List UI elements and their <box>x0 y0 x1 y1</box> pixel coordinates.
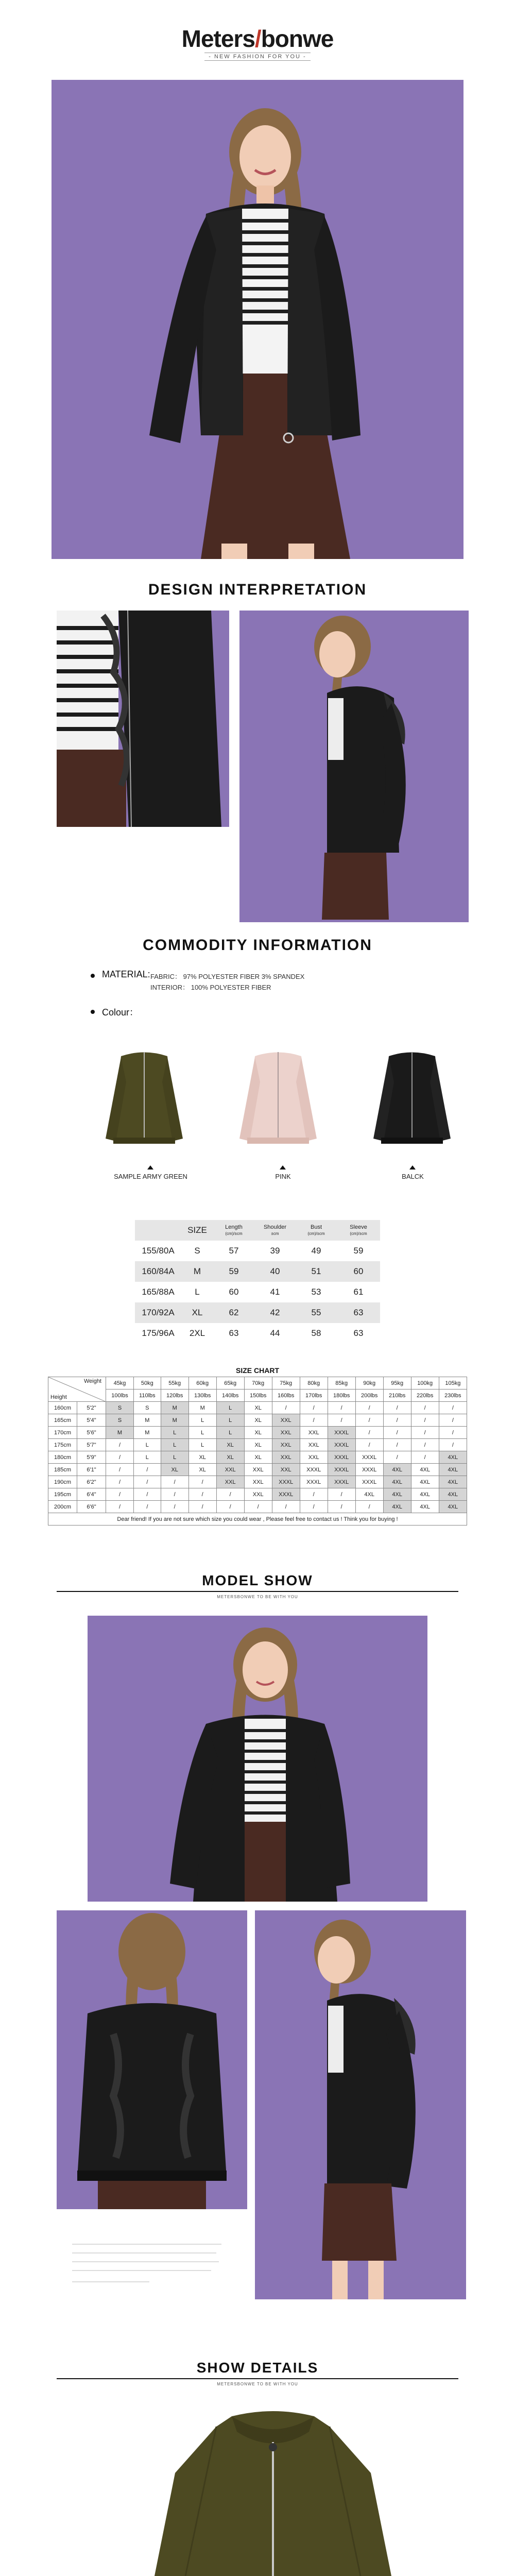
weight-kg-cell: 90kg <box>355 1377 383 1389</box>
material-label: MATERIAL: <box>102 969 150 979</box>
section-title-details: SHOW DETAILS <box>196 2360 319 2376</box>
description-line <box>72 2261 219 2262</box>
size-chart-note-row <box>48 1513 467 1526</box>
colour-swatch-green[interactable] <box>100 1046 188 1154</box>
weight-lbs-cell: 130lbs <box>188 1389 216 1402</box>
bullet-icon <box>91 1010 95 1014</box>
size-cell: / <box>383 1439 411 1451</box>
size-cell: XXL <box>272 1427 300 1439</box>
size-cell: / <box>161 1501 188 1513</box>
size-cell: 4XL <box>439 1464 467 1476</box>
measurement-body <box>135 1241 380 1344</box>
size-chart-row <box>48 1427 467 1439</box>
size-cell: XL <box>161 1464 188 1476</box>
size-cell: / <box>134 1464 161 1476</box>
size-cell: XL <box>244 1427 272 1439</box>
size-cell: / <box>411 1402 439 1414</box>
model-front-2-illustration <box>88 1616 427 1902</box>
weight-lbs-cell: 110lbs <box>134 1389 161 1402</box>
size-chart-corner <box>48 1377 106 1402</box>
brand-tagline: - NEW FASHION FOR YOU - <box>0 54 515 60</box>
size-cell: / <box>300 1501 328 1513</box>
size-cell: S <box>106 1402 134 1414</box>
measurement-cell: 170/92A <box>135 1302 181 1323</box>
size-cell: 4XL <box>383 1464 411 1476</box>
size-cell: XXXL <box>272 1488 300 1501</box>
size-cell: XXL <box>216 1476 244 1488</box>
description-line <box>72 2281 149 2282</box>
height-ft-cell: 6'1" <box>77 1464 106 1476</box>
size-cell: / <box>355 1402 383 1414</box>
measurement-row <box>135 1282 380 1302</box>
size-cell: / <box>328 1402 355 1414</box>
weight-kg-cell: 45kg <box>106 1377 134 1389</box>
height-ft-cell: 5'2" <box>77 1402 106 1414</box>
size-cell: / <box>411 1439 439 1451</box>
size-cell: XL <box>244 1451 272 1464</box>
size-cell: XXL <box>244 1488 272 1501</box>
size-cell: / <box>439 1414 467 1427</box>
size-cell: / <box>188 1488 216 1501</box>
size-chart-row <box>48 1501 467 1513</box>
measurement-cell: 58 <box>311 1328 321 1338</box>
size-chart-note: Dear friend! If you are not sure which size you could wear , Please feel free to contact us ! Think you for buying ! <box>48 1513 467 1526</box>
colour-name-black: BALCK <box>402 1173 424 1180</box>
measurement-table <box>135 1220 380 1344</box>
size-cell: XL <box>216 1451 244 1464</box>
height-cm-cell: 180cm <box>48 1451 77 1464</box>
section-title-commodity: COMMODITY INFORMATION <box>143 937 372 954</box>
size-cell: XXXL <box>355 1476 383 1488</box>
size-cell: / <box>439 1427 467 1439</box>
size-cell: / <box>300 1414 328 1427</box>
size-cell: / <box>161 1476 188 1488</box>
colour-label: Colour： <box>102 1007 139 1018</box>
model-photo-side <box>255 1910 466 2299</box>
size-cell: / <box>355 1427 383 1439</box>
measurement-cell: 41 <box>270 1287 280 1297</box>
measurement-cell: 57 <box>229 1246 239 1256</box>
size-cell: L <box>216 1414 244 1427</box>
size-cell: XXXL <box>300 1464 328 1476</box>
height-cm-cell: 200cm <box>48 1501 77 1513</box>
measurement-row <box>135 1302 380 1323</box>
size-cell: M <box>134 1427 161 1439</box>
height-ft-cell: 6'6" <box>77 1501 106 1513</box>
height-cm-cell: 185cm <box>48 1464 77 1476</box>
weight-kg-cell: 65kg <box>216 1377 244 1389</box>
detail-photo-green-jacket <box>154 2411 391 2576</box>
measure-header-length: Length (cm)/±cm <box>213 1220 254 1241</box>
measurement-cell: 49 <box>311 1246 321 1256</box>
size-cell: XL <box>188 1451 216 1464</box>
measure-header-sleeve: Sleeve (cm)/±cm <box>337 1220 380 1241</box>
material-interior: INTERIOR： 100% POLYESTER FIBER <box>150 984 271 991</box>
size-cell: / <box>106 1451 134 1464</box>
size-cell: XXL <box>300 1427 328 1439</box>
size-cell: / <box>328 1501 355 1513</box>
size-cell: / <box>411 1427 439 1439</box>
size-cell: / <box>161 1488 188 1501</box>
measurement-header-row <box>135 1220 380 1241</box>
weight-lbs-cell: 180lbs <box>328 1389 355 1402</box>
size-cell: / <box>216 1488 244 1501</box>
measurement-cell: 51 <box>296 1261 337 1282</box>
size-cell: 4XL <box>355 1488 383 1501</box>
size-cell: 4XL <box>439 1488 467 1501</box>
section-title-design: DESIGN INTERPRETATION <box>148 581 367 598</box>
description-line <box>72 2252 216 2253</box>
size-cell: / <box>355 1501 383 1513</box>
size-cell: XXL <box>244 1476 272 1488</box>
size-cell: L <box>188 1427 216 1439</box>
weight-kg-cell: 80kg <box>300 1377 328 1389</box>
size-cell: XXXL <box>328 1451 355 1464</box>
size-cell: XL <box>216 1439 244 1451</box>
size-cell: / <box>244 1501 272 1513</box>
measurement-cell: L <box>195 1287 200 1297</box>
colour-name-green: SAMPLE ARMY GREEN <box>114 1173 187 1180</box>
section-rule <box>57 1591 458 1592</box>
height-cm-cell: 175cm <box>48 1439 77 1451</box>
size-cell: 4XL <box>439 1476 467 1488</box>
size-cell: / <box>355 1439 383 1451</box>
size-cell: / <box>106 1439 134 1451</box>
size-cell: XXXL <box>328 1439 355 1451</box>
weight-kg-cell: 100kg <box>411 1377 439 1389</box>
height-ft-cell: 5'7" <box>77 1439 106 1451</box>
size-cell: / <box>383 1414 411 1427</box>
measure-header-empty <box>135 1220 181 1241</box>
size-cell: 4XL <box>411 1476 439 1488</box>
size-cell: M <box>161 1414 188 1427</box>
size-chart-row <box>48 1439 467 1451</box>
size-cell: / <box>328 1488 355 1501</box>
hero-photo <box>52 80 464 559</box>
size-cell: L <box>134 1451 161 1464</box>
size-cell: / <box>355 1414 383 1427</box>
size-cell: L <box>188 1439 216 1451</box>
bullet-icon <box>91 974 95 978</box>
size-cell: XL <box>244 1439 272 1451</box>
measurement-cell: 63 <box>353 1328 364 1338</box>
ruffle-detail-illustration <box>57 611 229 827</box>
brand-logo: Meters/bonwe <box>181 25 334 52</box>
size-cell: / <box>439 1402 467 1414</box>
measurement-cell: M <box>181 1261 213 1282</box>
size-cell: / <box>134 1476 161 1488</box>
measurement-cell: 2XL <box>189 1328 205 1338</box>
measurement-cell: 59 <box>353 1246 364 1256</box>
material-fabric: FABRIC： 97% POLYESTER FIBER 3% SPANDEX <box>150 973 305 980</box>
size-cell: XL <box>244 1402 272 1414</box>
measurement-cell: 40 <box>254 1261 296 1282</box>
measurement-cell: 61 <box>353 1287 364 1297</box>
measurement-cell: 62 <box>213 1302 254 1323</box>
jacket-green-icon <box>100 1046 188 1154</box>
measurement-cell: 55 <box>296 1302 337 1323</box>
measure-header-size: SIZE <box>181 1220 213 1241</box>
model-side-illustration <box>255 1910 466 2299</box>
size-cell: L <box>161 1439 188 1451</box>
size-cell: / <box>383 1451 411 1464</box>
description-line <box>72 2270 211 2271</box>
size-cell: XXL <box>272 1439 300 1451</box>
size-chart-body <box>48 1402 467 1513</box>
weight-kg-cell: 70kg <box>244 1377 272 1389</box>
size-cell: / <box>188 1476 216 1488</box>
size-cell: XXL <box>300 1439 328 1451</box>
height-cm-cell: 160cm <box>48 1402 77 1414</box>
weight-lbs-cell: 120lbs <box>161 1389 188 1402</box>
size-chart-row <box>48 1464 467 1476</box>
height-cm-cell: 165cm <box>48 1414 77 1427</box>
measurement-row <box>135 1261 380 1282</box>
weight-lbs-cell: 230lbs <box>439 1389 467 1402</box>
corner-diagonal <box>48 1377 105 1401</box>
pointer-triangle-icon <box>147 1165 153 1170</box>
size-cell: L <box>216 1402 244 1414</box>
size-cell: M <box>134 1414 161 1427</box>
model-photo-front <box>88 1616 427 1902</box>
measurement-cell: 44 <box>270 1328 280 1338</box>
size-cell: XXL <box>216 1464 244 1476</box>
size-cell: / <box>439 1439 467 1451</box>
model-front-illustration <box>52 80 464 559</box>
weight-lbs-cell: 160lbs <box>272 1389 300 1402</box>
size-cell: M <box>106 1427 134 1439</box>
section-subtitle-model: METERSBONWE TO BE WITH YOU <box>217 1595 298 1599</box>
green-jacket-detail-illustration <box>154 2411 391 2576</box>
height-cm-cell: 170cm <box>48 1427 77 1439</box>
measurement-cell: 165/88A <box>142 1287 175 1297</box>
weight-kg-cell: 55kg <box>161 1377 188 1389</box>
colour-swatch-black[interactable] <box>368 1046 456 1154</box>
height-label: Height <box>50 1394 67 1400</box>
size-cell: XXL <box>300 1451 328 1464</box>
size-cell: XXL <box>272 1414 300 1427</box>
weight-lbs-cell: 140lbs <box>216 1389 244 1402</box>
colour-swatch-pink[interactable] <box>234 1046 322 1154</box>
height-ft-cell: 5'4" <box>77 1414 106 1427</box>
size-cell: / <box>383 1402 411 1414</box>
size-cell: L <box>216 1427 244 1439</box>
model-photo-back <box>57 1910 247 2209</box>
size-cell: / <box>383 1427 411 1439</box>
size-cell: L <box>134 1439 161 1451</box>
size-chart-row <box>48 1451 467 1464</box>
measurement-cell: S <box>194 1246 200 1256</box>
model-back-illustration <box>57 1910 247 2209</box>
measure-header-shoulder: Shoulder ±cm <box>254 1220 296 1241</box>
size-chart-lbs-row <box>48 1389 467 1402</box>
size-chart-title: SIZE CHART <box>236 1366 279 1375</box>
size-chart-row <box>48 1414 467 1427</box>
weight-kg-cell: 85kg <box>328 1377 355 1389</box>
size-cell: XXL <box>244 1464 272 1476</box>
size-chart-row <box>48 1402 467 1414</box>
size-cell: 4XL <box>383 1501 411 1513</box>
size-cell: / <box>106 1488 134 1501</box>
side-view-illustration <box>239 611 469 922</box>
section-rule <box>57 2378 458 2379</box>
size-cell: / <box>300 1402 328 1414</box>
size-cell: XXL <box>272 1451 300 1464</box>
size-cell: / <box>300 1488 328 1501</box>
size-cell: / <box>106 1464 134 1476</box>
size-cell: XXL <box>272 1464 300 1476</box>
size-chart-kg-row <box>48 1377 467 1389</box>
measure-header-bust: Bust (cm)/±cm <box>296 1220 337 1241</box>
weight-lbs-cell: 150lbs <box>244 1389 272 1402</box>
size-cell: / <box>134 1501 161 1513</box>
size-cell: 4XL <box>383 1476 411 1488</box>
weight-kg-cell: 50kg <box>134 1377 161 1389</box>
weight-lbs-cell: 220lbs <box>411 1389 439 1402</box>
size-cell: XL <box>244 1414 272 1427</box>
size-chart-row <box>48 1488 467 1501</box>
measurement-cell: 42 <box>254 1302 296 1323</box>
measurement-cell: 53 <box>311 1287 321 1297</box>
measurement-cell: 160/84A <box>135 1261 181 1282</box>
weight-lbs-cell: 170lbs <box>300 1389 328 1402</box>
measurement-cell: XL <box>181 1302 213 1323</box>
measurement-cell: 60 <box>229 1287 239 1297</box>
size-cell: / <box>328 1414 355 1427</box>
measurement-cell: 63 <box>337 1302 380 1323</box>
weight-label: Weight <box>83 1378 101 1384</box>
height-cm-cell: 195cm <box>48 1488 77 1501</box>
section-title-model: MODEL SHOW <box>202 1572 313 1588</box>
detail-photo-ruffle <box>57 611 229 827</box>
weight-kg-cell: 105kg <box>439 1377 467 1389</box>
size-cell: / <box>216 1501 244 1513</box>
pointer-triangle-icon <box>409 1165 416 1170</box>
size-chart-row <box>48 1476 467 1488</box>
weight-kg-cell: 95kg <box>383 1377 411 1389</box>
size-cell: XXXL <box>272 1476 300 1488</box>
weight-kg-cell: 75kg <box>272 1377 300 1389</box>
colour-name-pink: PINK <box>275 1173 291 1180</box>
pointer-triangle-icon <box>280 1165 286 1170</box>
size-cell: XL <box>188 1464 216 1476</box>
weight-lbs-cell: 100lbs <box>106 1389 134 1402</box>
height-ft-cell: 5'9" <box>77 1451 106 1464</box>
size-cell: S <box>106 1414 134 1427</box>
detail-photo-side <box>239 611 469 922</box>
size-cell: / <box>134 1488 161 1501</box>
size-cell: 4XL <box>411 1501 439 1513</box>
size-cell: / <box>272 1501 300 1513</box>
size-cell: / <box>411 1451 439 1464</box>
measurement-cell: 60 <box>337 1261 380 1282</box>
weight-lbs-cell: 200lbs <box>355 1389 383 1402</box>
size-cell: 4XL <box>439 1501 467 1513</box>
size-cell: XXXL <box>328 1464 355 1476</box>
measurement-row <box>135 1323 380 1344</box>
size-cell: XXXL <box>355 1464 383 1476</box>
size-cell: 4XL <box>411 1488 439 1501</box>
measurement-cell: 155/80A <box>142 1246 175 1256</box>
size-cell: L <box>161 1451 188 1464</box>
size-cell: / <box>106 1501 134 1513</box>
measurement-cell: 39 <box>270 1246 280 1256</box>
size-cell: XXXL <box>328 1476 355 1488</box>
size-cell: 4XL <box>411 1464 439 1476</box>
size-cell: XXXL <box>300 1476 328 1488</box>
description-line <box>72 2244 221 2245</box>
size-cell: M <box>161 1402 188 1414</box>
size-chart-table <box>48 1377 467 1526</box>
weight-lbs-cell: 210lbs <box>383 1389 411 1402</box>
weight-kg-cell: 60kg <box>188 1377 216 1389</box>
measurement-row <box>135 1241 380 1261</box>
height-cm-cell: 190cm <box>48 1476 77 1488</box>
size-cell: L <box>161 1427 188 1439</box>
height-ft-cell: 6'4" <box>77 1488 106 1501</box>
size-cell: 4XL <box>439 1451 467 1464</box>
size-cell: / <box>272 1402 300 1414</box>
size-cell: XXXL <box>328 1427 355 1439</box>
size-cell: / <box>411 1414 439 1427</box>
section-subtitle-details: METERSBONWE TO BE WITH YOU <box>217 2382 298 2386</box>
size-cell: / <box>188 1501 216 1513</box>
height-ft-cell: 5'6" <box>77 1427 106 1439</box>
size-cell: L <box>188 1414 216 1427</box>
measurement-cell: 59 <box>213 1261 254 1282</box>
size-cell: 4XL <box>383 1488 411 1501</box>
jacket-black-icon <box>368 1046 456 1154</box>
size-cell: / <box>106 1476 134 1488</box>
measurement-cell: 175/96A <box>142 1328 175 1338</box>
measurement-cell: 63 <box>229 1328 239 1338</box>
size-cell: S <box>134 1402 161 1414</box>
jacket-pink-icon <box>234 1046 322 1154</box>
height-ft-cell: 6'2" <box>77 1476 106 1488</box>
size-cell: XXXL <box>355 1451 383 1464</box>
size-cell: M <box>188 1402 216 1414</box>
